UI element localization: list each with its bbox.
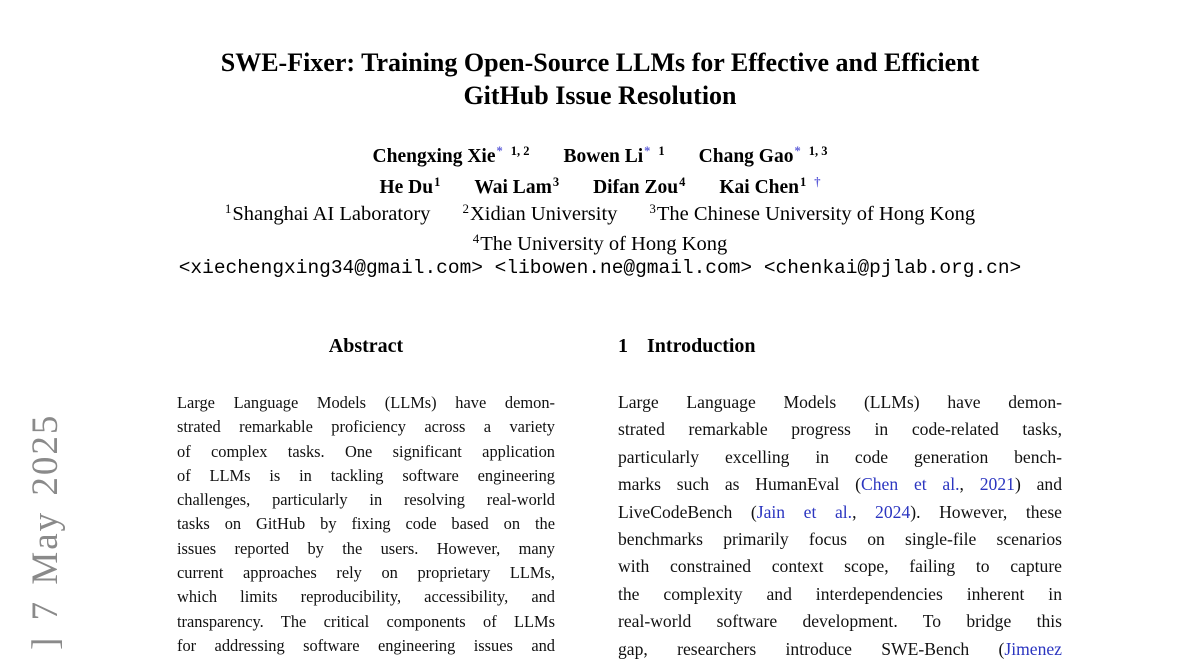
section-title: Introduction: [647, 335, 756, 357]
author-name: Kai Chen: [719, 177, 800, 198]
affiliation-row-1: [0, 200, 1200, 230]
author-footnote-mark: *: [644, 144, 651, 158]
citation-link[interactable]: 2021: [979, 474, 1015, 495]
citation-link[interactable]: Jimenez: [1004, 638, 1062, 659]
text-span: ,: [959, 474, 980, 495]
text-line: Large Language Models (LLMs) have demon-: [177, 393, 555, 412]
text-span: with constrained context scope, failing to capture: [618, 556, 1062, 577]
text-line: current approaches rely on proprietary LLMs,: [177, 563, 555, 583]
text-line: strated remarkable proficiency across a variety: [177, 417, 555, 437]
affiliation-block: [0, 200, 1200, 260]
text-line: for addressing software engineering issues and: [177, 635, 555, 655]
text-line: issues reported by the users. However, many: [177, 538, 555, 558]
introduction-column: [618, 333, 1062, 663]
author: [699, 146, 828, 167]
author-affiliation-ref: 1: [800, 175, 807, 189]
abstract-column: [177, 333, 555, 658]
author-name: Chengxing Xie: [372, 146, 496, 167]
text-line: [618, 444, 1062, 471]
citation-link[interactable]: 2024: [875, 501, 911, 522]
author-affiliation-ref: 1: [434, 175, 441, 189]
affiliation-name: The Chinese University of Hong Kong: [656, 203, 976, 225]
text-line: of LLMs is in tackling software engineering: [177, 465, 555, 485]
text-line: [618, 608, 1062, 635]
author-row-1: [0, 142, 1200, 173]
text-span: benchmarks primarily focus on single-file scenarios: [618, 528, 1062, 549]
text-line: of complex tasks. One significant application: [177, 441, 555, 461]
text-line: [618, 553, 1062, 580]
section-number: 1: [618, 335, 628, 357]
author: [379, 177, 440, 198]
citation-link[interactable]: Chen et al.: [861, 474, 960, 495]
text-span: real-world software development. To bridge this: [618, 611, 1062, 632]
text-span: ) and: [1014, 474, 1062, 495]
text-line: [618, 471, 1062, 498]
affiliation: [462, 203, 617, 225]
text-span: marks such as HumanEval (: [618, 474, 861, 495]
text-line: [618, 389, 1062, 416]
text-line: [618, 499, 1062, 526]
paper-title: [0, 46, 1200, 112]
citation-link[interactable]: Jain et al.: [756, 501, 853, 522]
author: [593, 177, 685, 198]
text-line: [618, 581, 1062, 608]
affiliation-number: 1: [224, 201, 232, 216]
author-emails: <xiechengxing34@gmail.com> <libowen.ne@gmail.com> <chenkai@pjlab.org.cn>: [178, 257, 1022, 279]
text-span: LiveCodeBench (: [618, 501, 757, 522]
introduction-body: [618, 389, 1062, 663]
author-name: Bowen Li: [563, 146, 644, 167]
author: [564, 146, 665, 167]
text-span: particularly excelling in code generation bench-: [618, 446, 1062, 467]
affiliation-name: The University of Hong Kong: [480, 233, 728, 255]
affiliation-name: Shanghai AI Laboratory: [232, 203, 431, 225]
affiliation-row-2: [0, 230, 1200, 260]
author-footnote-mark: *: [794, 144, 801, 158]
text-line: challenges, particularly in resolving real-world: [177, 490, 555, 510]
introduction-heading: [618, 333, 1062, 359]
author-affiliation-ref: 1, 2: [510, 144, 530, 158]
arxiv-stamp: ] 7 May 2025: [25, 413, 66, 650]
author-block: [0, 142, 1200, 204]
text-line: transparency. The critical components of LLMs: [177, 611, 555, 631]
text-span: strated remarkable progress in code-related tasks,: [618, 419, 1062, 440]
affiliation-number: 4: [472, 231, 480, 246]
text-line: [618, 636, 1062, 663]
author-affiliation-ref: 4: [679, 175, 686, 189]
author-footnote-mark: †: [814, 175, 821, 189]
author-affiliation-ref: 1, 3: [808, 144, 828, 158]
text-span: the complexity and interdependencies inherent in: [618, 583, 1062, 604]
paper-title-line2: GitHub Issue Resolution: [463, 81, 737, 110]
text-span: ). However, these: [910, 501, 1062, 522]
author-footnote-mark: *: [496, 144, 503, 158]
abstract-body: [177, 391, 555, 658]
text-span: gap, researchers introduce SWE-Bench (: [618, 638, 1005, 659]
author-name: He Du: [379, 177, 434, 198]
text-line: [618, 526, 1062, 553]
text-line: which limits reproducibility, accessibility, and: [177, 587, 555, 607]
affiliation: [225, 203, 431, 225]
author: [719, 177, 820, 198]
author-name: Chang Gao: [698, 146, 794, 167]
affiliation-name: Xidian University: [469, 203, 618, 225]
author-name: Wai Lam: [474, 177, 552, 198]
author: [474, 177, 559, 198]
author-affiliation-ref: 3: [552, 175, 560, 189]
affiliation-number: 2: [462, 201, 469, 216]
text-span: Large Language Models (LLMs) have demon-: [618, 392, 1062, 412]
text-line: [618, 416, 1062, 443]
author: [373, 146, 530, 167]
abstract-heading: Abstract: [328, 335, 404, 357]
affiliation-number: 3: [649, 201, 656, 216]
affiliation: [473, 233, 728, 255]
paper-title-line1: SWE-Fixer: Training Open-Source LLMs for Effective and Efficient: [220, 48, 980, 77]
text-line: tasks on GitHub by fixing code based on the: [177, 514, 555, 534]
author-name: Difan Zou: [593, 177, 679, 198]
author-affiliation-ref: 1: [658, 144, 665, 158]
affiliation: [649, 203, 975, 225]
text-span: ,: [852, 501, 876, 522]
